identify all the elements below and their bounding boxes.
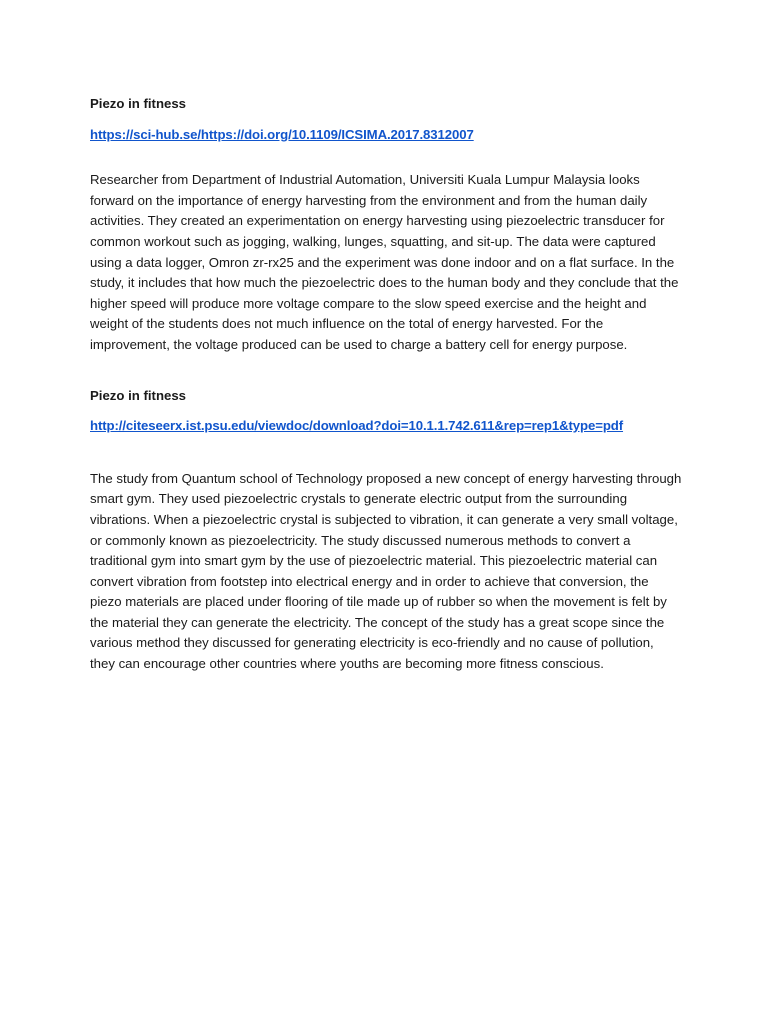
section-piezo-fitness-2 <box>90 386 682 675</box>
section-piezo-fitness-1 <box>90 94 682 356</box>
section-heading: Piezo in fitness <box>90 387 186 403</box>
section-paragraph: The study from Quantum school of Technology proposed a new concept of energy harvesting through smart gym. They used piezoelectric crystals to generate electric output from the surrounding vibrations. When a piezoelectric crystal is subjected to vibration, it can generate a very small voltage, or commonly known as piezoelectricity. The study discussed numerous methods to convert a traditional gym into smart gym by the use of piezoelectric material. This piezoelectric material can convert vibration from footstep into electrical energy and in order to achieve that conversion, the piezo materials are placed under flooring of tile made up of rubber so when the movement is felt by the material they can generate the electricity. The concept of the study has a great scope since the various method they discussed for generating electricity is eco-friendly and no cause of pollution, they can encourage other countries where youths are becoming more fitness conscious. <box>90 470 682 672</box>
section-paragraph: Researcher from Department of Industrial Automation, Universiti Kuala Lumpur Malaysia looks forward on the importance of energy harvesting from the environment and from the human daily activities. They created an experimentation on energy harvesting using piezoelectric transducer for common workout such as jogging, walking, lunges, squatting, and sit-up. The data were captured using a data logger, Omron zr-rx25 and the experiment was done indoor and on a flat surface. In the study, it includes that how much the piezoelectric does to the human body and they conclude that the higher speed will produce more voltage compare to the slow speed exercise and the height and weight of the students does not much influence on the total of energy harvested. For the improvement, the voltage produced can be used to charge a battery cell for energy purpose. <box>90 172 679 352</box>
document-page <box>90 94 682 675</box>
reference-link[interactable]: https://sci-hub.se/https://doi.org/10.1109/ICSIMA.2017.8312007 <box>90 126 474 142</box>
reference-link[interactable]: http://citeseerx.ist.psu.edu/viewdoc/download?doi=10.1.1.742.611&rep=rep1&type=pdf <box>90 418 624 434</box>
section-heading: Piezo in fitness <box>90 96 186 111</box>
